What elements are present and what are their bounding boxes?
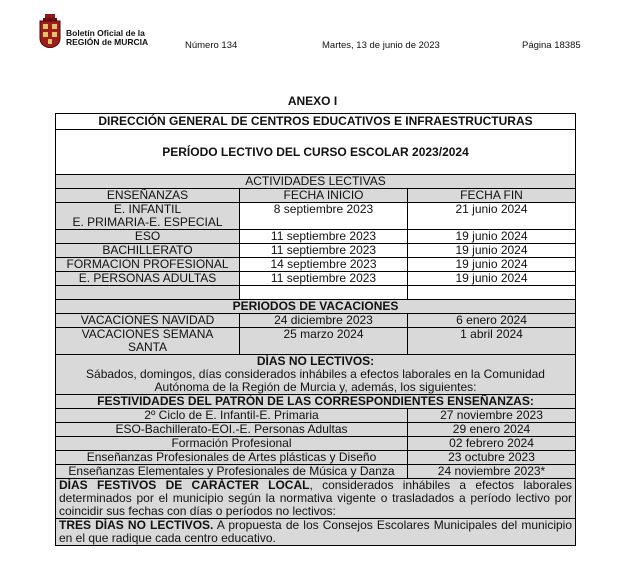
activity-start: 14 septiembre 2023 bbox=[240, 258, 408, 272]
col-header-fecha-fin: FECHA FIN bbox=[408, 189, 576, 203]
activity-name: FORMACION PROFESIONAL bbox=[56, 258, 240, 272]
activity-end: 21 junio 2024 bbox=[408, 203, 576, 230]
three-days bbox=[56, 519, 576, 546]
patron-date: 02 febrero 2024 bbox=[408, 437, 576, 451]
local-holidays-text: , considerados inhábiles a efectos laborales determinados por el municipio según la normativa vigente o trasladados a período lectivo por coincidir sus fechas con días o períodos no lectivos: bbox=[59, 478, 573, 518]
empty-cell bbox=[56, 286, 240, 300]
table-row bbox=[56, 272, 576, 286]
patron-name: Enseñanzas Profesionales de Artes plásticas y Diseño bbox=[56, 451, 408, 465]
patron-title: FESTIVIDADES DEL PATRÓN DE LAS CORRESPONDIENTES ENSEÑANZAS: bbox=[56, 395, 576, 409]
patron-date: 29 enero 2024 bbox=[408, 423, 576, 437]
table-row bbox=[56, 437, 576, 451]
activity-name: BACHILLERATO bbox=[56, 244, 240, 258]
vacation-end: 1 abril 2024 bbox=[408, 328, 576, 355]
table-row bbox=[56, 423, 576, 437]
table-row bbox=[56, 258, 576, 272]
table-row bbox=[56, 409, 576, 423]
vacation-end: 6 enero 2024 bbox=[408, 314, 576, 328]
activity-start: 11 septiembre 2023 bbox=[240, 244, 408, 258]
empty-cell bbox=[240, 286, 408, 300]
issue-number: Número 134 bbox=[185, 40, 238, 51]
patron-date: 23 octubre 2023 bbox=[408, 451, 576, 465]
activity-start: 11 septiembre 2023 bbox=[240, 230, 408, 244]
region-crest-icon bbox=[39, 14, 61, 48]
directorate-title: DIRECCIÓN GENERAL DE CENTROS EDUCATIVOS E INFRAESTRUCTURAS bbox=[56, 114, 576, 130]
activity-name: ESO bbox=[56, 230, 240, 244]
patron-name: 2º Ciclo de E. Infantil-E. Primaria bbox=[56, 409, 408, 423]
local-holidays-bold: DÍAS FESTIVOS DE CARÁCTER LOCAL bbox=[59, 478, 310, 492]
activity-end: 19 junio 2024 bbox=[408, 244, 576, 258]
non-teaching-title: DÍAS NO LECTIVOS: bbox=[256, 354, 375, 368]
activity-name: E. PERSONAS ADULTAS bbox=[56, 272, 240, 286]
period-title: PERÍODO LECTIVO DEL CURSO ESCOLAR 2023/2024 bbox=[56, 130, 576, 175]
bulletin-line2: REGIÓN de MURCIA bbox=[66, 37, 149, 47]
vacation-name-line2: SANTA bbox=[127, 340, 168, 354]
annex-title: ANEXO I bbox=[287, 94, 338, 108]
vacation-name bbox=[56, 328, 240, 355]
three-days-bold: TRES DÍAS NO LECTIVOS. bbox=[59, 518, 214, 532]
vacation-name-line1: VACACIONES SEMANA bbox=[81, 327, 214, 341]
table-row bbox=[56, 244, 576, 258]
activity-end: 19 junio 2024 bbox=[408, 230, 576, 244]
table-row bbox=[56, 314, 576, 328]
col-header-fecha-inicio: FECHA INICIO bbox=[240, 189, 408, 203]
page-header bbox=[0, 0, 625, 60]
local-holidays bbox=[56, 479, 576, 519]
page-number: Página 18385 bbox=[522, 40, 581, 51]
empty-cell bbox=[408, 286, 576, 300]
vacations-title: PERIODOS DE VACACIONES bbox=[56, 300, 576, 314]
patron-date: 24 noviembre 2023* bbox=[408, 465, 576, 479]
activity-end: 19 junio 2024 bbox=[408, 258, 576, 272]
col-header-ensenanzas: ENSEÑANZAS bbox=[56, 189, 240, 203]
table-row bbox=[56, 328, 576, 355]
table-row-empty bbox=[56, 286, 576, 300]
table-row bbox=[56, 203, 576, 230]
issue-date: Martes, 13 de junio de 2023 bbox=[322, 40, 440, 51]
table-row bbox=[56, 451, 576, 465]
patron-name: Enseñanzas Elementales y Profesionales de Música y Danza bbox=[56, 465, 408, 479]
non-teaching-line2: Autónoma de la Región de Murcia y, además, los siguientes: bbox=[154, 380, 477, 394]
vacation-name: VACACIONES NAVIDAD bbox=[56, 314, 240, 328]
table-row bbox=[56, 230, 576, 244]
activity-name-line2: E. PRIMARIA-E. ESPECIAL bbox=[72, 215, 223, 229]
vacation-start: 25 marzo 2024 bbox=[240, 328, 408, 355]
activity-name-line1: E. INFANTIL bbox=[113, 202, 182, 216]
activities-title: ACTIVIDADES LECTIVAS bbox=[56, 175, 576, 189]
non-teaching-days bbox=[56, 355, 576, 395]
non-teaching-line1: Sábados, domingos, días considerados inhábiles a efectos laborales en la Comunidad bbox=[86, 367, 545, 381]
bulletin-name bbox=[66, 29, 148, 47]
bulletin-line1: Boletín Oficial de la bbox=[66, 28, 145, 38]
school-calendar-table bbox=[55, 113, 576, 546]
patron-name: ESO-Bachillerato-EOI.-E. Personas Adultas bbox=[56, 423, 408, 437]
activities-header-row bbox=[56, 189, 576, 203]
vacation-start: 24 diciembre 2023 bbox=[240, 314, 408, 328]
activity-name bbox=[56, 203, 240, 230]
activity-start: 11 septiembre 2023 bbox=[240, 272, 408, 286]
three-days-text: A propuesta de los Consejos Escolares Municipales del municipio en el que radique cada centro educativo. bbox=[59, 518, 573, 545]
patron-name: Formación Profesional bbox=[56, 437, 408, 451]
table-row bbox=[56, 465, 576, 479]
activity-start: 8 septiembre 2023 bbox=[240, 203, 408, 230]
patron-date: 27 noviembre 2023 bbox=[408, 409, 576, 423]
activity-end: 19 junio 2024 bbox=[408, 272, 576, 286]
